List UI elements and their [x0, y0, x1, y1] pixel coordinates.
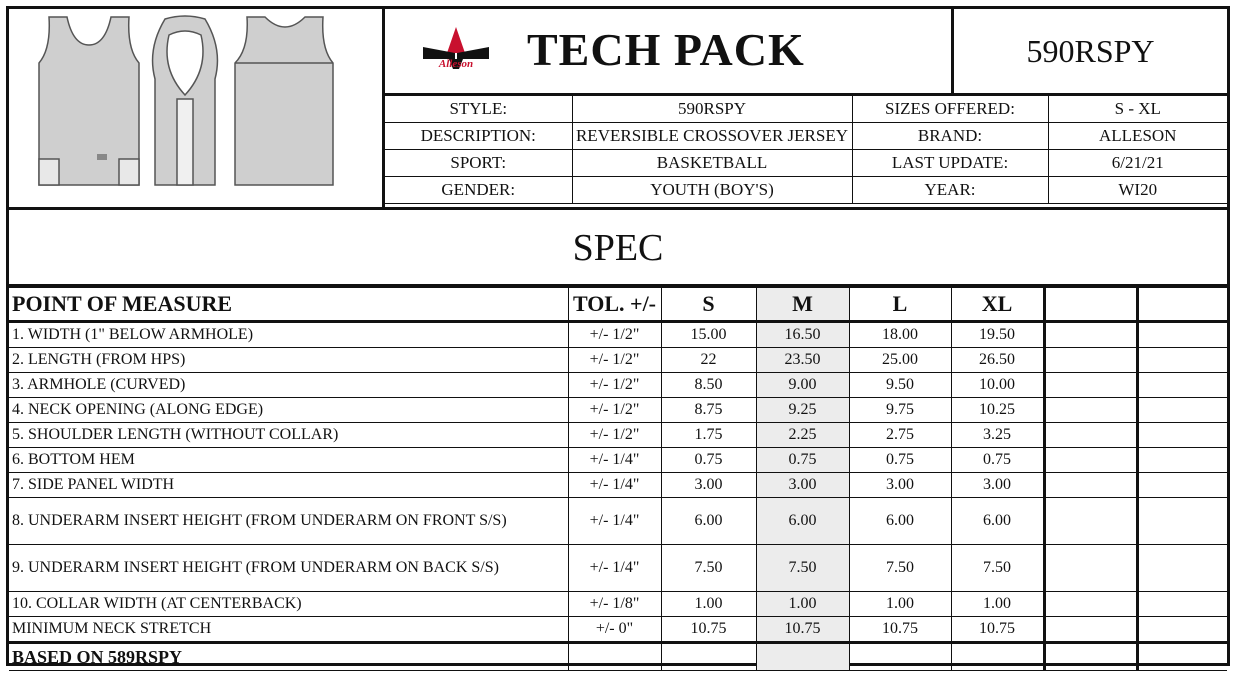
blank-cell [1044, 498, 1137, 545]
blank-cell [1137, 322, 1227, 348]
tech-pack-sheet [6, 6, 1230, 666]
xl-cell: 3.00 [951, 473, 1044, 498]
col-header-pom: POINT OF MEASURE [9, 288, 568, 322]
tol-cell: +/- 0" [568, 617, 661, 643]
tol-cell: +/- 1/8" [568, 592, 661, 617]
tol-cell: +/- 1/4" [568, 473, 661, 498]
table-row [9, 322, 1227, 348]
m-cell: 0.75 [756, 448, 849, 473]
info-label: SPORT: [385, 150, 572, 177]
s-cell: 3.00 [661, 473, 756, 498]
blank-cell [1044, 398, 1137, 423]
s-cell: 1.75 [661, 423, 756, 448]
blank-cell [1137, 348, 1227, 373]
footer-cell [568, 643, 661, 671]
blank-cell [1044, 448, 1137, 473]
table-row [9, 373, 1227, 398]
blank-cell [1137, 592, 1227, 617]
pom-cell: 7. SIDE PANEL WIDTH [9, 473, 568, 498]
col-header-tol: TOL. +/- [568, 288, 661, 322]
l-cell: 0.75 [849, 448, 951, 473]
tol-cell: +/- 1/2" [568, 373, 661, 398]
xl-cell: 1.00 [951, 592, 1044, 617]
blank-cell [1137, 398, 1227, 423]
info-value: WI20 [1048, 177, 1227, 204]
pom-cell: MINIMUM NECK STRETCH [9, 617, 568, 643]
spec-title: SPEC [572, 227, 664, 269]
l-cell: 3.00 [849, 473, 951, 498]
l-cell: 9.75 [849, 398, 951, 423]
blank-cell [1044, 423, 1137, 448]
m-cell: 3.00 [756, 473, 849, 498]
blank-cell [1137, 373, 1227, 398]
table-row [9, 448, 1227, 473]
m-cell: 9.00 [756, 373, 849, 398]
tol-cell: +/- 1/4" [568, 498, 661, 545]
table-row [9, 545, 1227, 592]
pom-cell: 1. WIDTH (1" BELOW ARMHOLE) [9, 322, 568, 348]
jersey-sketch-icon [9, 9, 382, 207]
tol-cell: +/- 1/2" [568, 322, 661, 348]
info-grid [385, 93, 1227, 207]
blank-cell [1044, 592, 1137, 617]
tol-cell: +/- 1/4" [568, 448, 661, 473]
l-cell: 9.50 [849, 373, 951, 398]
blank-cell [1044, 617, 1137, 643]
footer-cell [1137, 643, 1227, 671]
footer-cell [1044, 643, 1137, 671]
garment-sketches [9, 9, 385, 207]
table-row [9, 348, 1227, 373]
col-header-xl: XL [951, 288, 1044, 322]
xl-cell: 19.50 [951, 322, 1044, 348]
blank-cell [1137, 617, 1227, 643]
tol-cell: +/- 1/2" [568, 423, 661, 448]
info-value: S - XL [1048, 96, 1227, 123]
blank-cell [1137, 473, 1227, 498]
l-cell: 1.00 [849, 592, 951, 617]
l-cell: 7.50 [849, 545, 951, 592]
xl-cell: 26.50 [951, 348, 1044, 373]
info-row [385, 177, 1227, 204]
footer-cell [951, 643, 1044, 671]
pom-cell: 5. SHOULDER LENGTH (WITHOUT COLLAR) [9, 423, 568, 448]
table-row [9, 498, 1227, 545]
table-row [9, 423, 1227, 448]
info-value: REVERSIBLE CROSSOVER JERSEY [572, 123, 852, 150]
blank-cell [1137, 545, 1227, 592]
blank-cell [1044, 373, 1137, 398]
l-cell: 10.75 [849, 617, 951, 643]
info-value: ALLESON [1048, 123, 1227, 150]
m-cell: 9.25 [756, 398, 849, 423]
m-cell: 7.50 [756, 545, 849, 592]
l-cell: 25.00 [849, 348, 951, 373]
m-cell: 2.25 [756, 423, 849, 448]
info-value: 590RSPY [572, 96, 852, 123]
tol-cell: +/- 1/2" [568, 398, 661, 423]
l-cell: 2.75 [849, 423, 951, 448]
table-row [9, 398, 1227, 423]
m-cell: 16.50 [756, 322, 849, 348]
blank-cell [1044, 473, 1137, 498]
pom-cell: 8. UNDERARM INSERT HEIGHT (FROM UNDERARM ON FRONT S/S) [9, 498, 568, 545]
spec-banner [9, 210, 1227, 287]
blank-cell [1044, 322, 1137, 348]
measurement-table [9, 287, 1227, 671]
s-cell: 1.00 [661, 592, 756, 617]
blank-cell [1137, 498, 1227, 545]
l-cell: 18.00 [849, 322, 951, 348]
blank-cell [1044, 545, 1137, 592]
tol-cell: +/- 1/2" [568, 348, 661, 373]
m-cell: 23.50 [756, 348, 849, 373]
s-cell: 7.50 [661, 545, 756, 592]
xl-cell: 3.25 [951, 423, 1044, 448]
col-header-l: L [849, 288, 951, 322]
info-row [385, 96, 1227, 123]
m-cell: 1.00 [756, 592, 849, 617]
title-block [385, 9, 954, 93]
page-title: TECH PACK [527, 24, 805, 75]
s-cell: 8.50 [661, 373, 756, 398]
info-label: SIZES OFFERED: [852, 96, 1048, 123]
m-cell: 6.00 [756, 498, 849, 545]
blank-cell [1137, 448, 1227, 473]
info-value: BASKETBALL [572, 150, 852, 177]
pom-cell: 2. LENGTH (FROM HPS) [9, 348, 568, 373]
table-header-row [9, 288, 1227, 322]
info-label: STYLE: [385, 96, 572, 123]
info-label: GENDER: [385, 177, 572, 204]
pom-cell: 4. NECK OPENING (ALONG EDGE) [9, 398, 568, 423]
style-code: 590RSPY [1026, 33, 1155, 69]
xl-cell: 10.75 [951, 617, 1044, 643]
pom-cell: 6. BOTTOM HEM [9, 448, 568, 473]
brand-logo-text: Alleson [438, 58, 474, 70]
col-header-s: S [661, 288, 756, 322]
tol-cell: +/- 1/4" [568, 545, 661, 592]
col-header-blank [1044, 288, 1137, 322]
s-cell: 0.75 [661, 448, 756, 473]
pom-cell: 9. UNDERARM INSERT HEIGHT (FROM UNDERARM ON BACK S/S) [9, 545, 568, 592]
footer-cell [756, 643, 849, 671]
info-label: DESCRIPTION: [385, 123, 572, 150]
pom-cell: 3. ARMHOLE (CURVED) [9, 373, 568, 398]
s-cell: 8.75 [661, 398, 756, 423]
info-value: 6/21/21 [1048, 150, 1227, 177]
info-label: YEAR: [852, 177, 1048, 204]
pom-cell: 10. COLLAR WIDTH (AT CENTERBACK) [9, 592, 568, 617]
blank-cell [1137, 423, 1227, 448]
blank-cell [1044, 348, 1137, 373]
info-label: LAST UPDATE: [852, 150, 1048, 177]
s-cell: 6.00 [661, 498, 756, 545]
header-section [9, 9, 1227, 210]
m-cell: 10.75 [756, 617, 849, 643]
col-header-blank [1137, 288, 1227, 322]
xl-cell: 6.00 [951, 498, 1044, 545]
s-cell: 22 [661, 348, 756, 373]
footer-cell [849, 643, 951, 671]
table-row [9, 617, 1227, 643]
xl-cell: 7.50 [951, 545, 1044, 592]
info-row [385, 123, 1227, 150]
table-row [9, 592, 1227, 617]
table-footer-row [9, 643, 1227, 671]
style-code-block [954, 9, 1227, 93]
l-cell: 6.00 [849, 498, 951, 545]
table-row [9, 473, 1227, 498]
footer-note: BASED ON 589RSPY [9, 643, 568, 671]
info-label: BRAND: [852, 123, 1048, 150]
info-row [385, 150, 1227, 177]
alleson-logo-icon [421, 23, 491, 79]
xl-cell: 10.00 [951, 373, 1044, 398]
s-cell: 10.75 [661, 617, 756, 643]
info-value: YOUTH (BOY'S) [572, 177, 852, 204]
col-header-m: M [756, 288, 849, 322]
s-cell: 15.00 [661, 322, 756, 348]
footer-cell [661, 643, 756, 671]
xl-cell: 0.75 [951, 448, 1044, 473]
xl-cell: 10.25 [951, 398, 1044, 423]
